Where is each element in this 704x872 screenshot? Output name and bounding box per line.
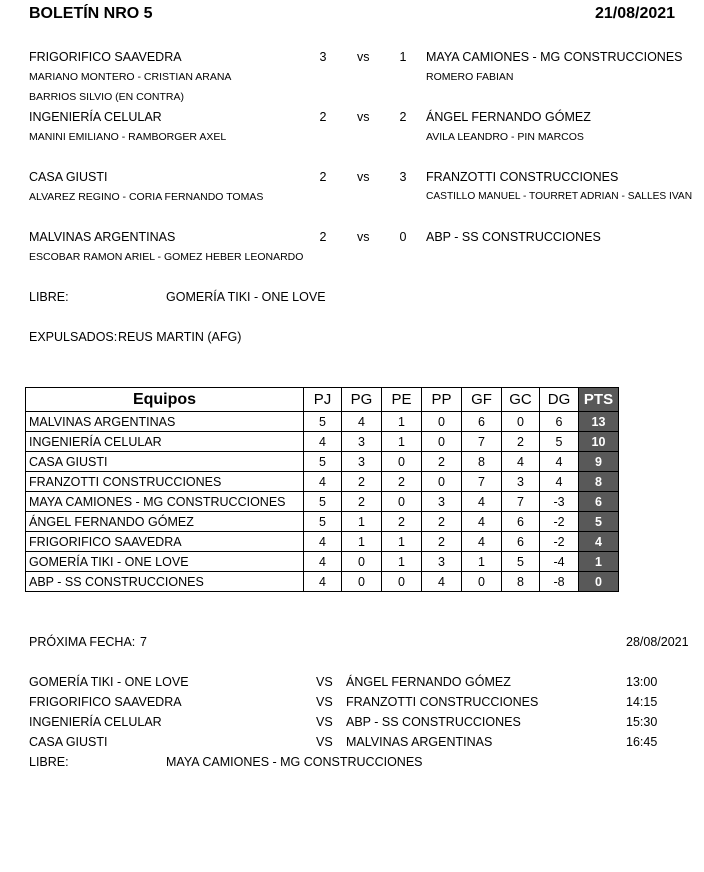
fixture-vs: VS [316,695,333,709]
next-libre-team: MAYA CAMIONES - MG CONSTRUCCIONES [166,755,423,769]
table-row [26,532,619,552]
pts: 10 [579,432,619,452]
away-score: 1 [399,50,407,64]
gf: 1 [462,552,502,572]
gc: 3 [502,472,540,492]
next-round-date: 28/08/2021 [626,635,689,649]
home-scorers: BARRIOS SILVIO (EN CONTRA) [29,91,184,103]
fixture-home: GOMERÍA TIKI - ONE LOVE [29,675,189,689]
away-score: 2 [399,110,407,124]
header-pj: PJ [304,388,342,412]
pe: 1 [382,552,422,572]
gc: 7 [502,492,540,512]
pe: 2 [382,472,422,492]
home-team: INGENIERÍA CELULAR [29,110,162,124]
standings-table [25,387,619,592]
fixture-home: FRIGORIFICO SAAVEDRA [29,695,182,709]
gf: 4 [462,492,502,512]
gc: 6 [502,512,540,532]
away-score: 0 [399,230,407,244]
header-pp: PP [422,388,462,412]
home-scorers: MARIANO MONTERO - CRISTIAN ARANA [29,71,232,83]
home-team: FRIGORIFICO SAAVEDRA [29,50,182,64]
gf: 7 [462,432,502,452]
home-team: MALVINAS ARGENTINAS [29,230,176,244]
team-name: ÁNGEL FERNANDO GÓMEZ [26,512,304,532]
next-round-label: PRÓXIMA FECHA: [29,635,136,649]
pg: 3 [342,452,382,472]
header-pts: PTS [579,388,619,412]
team-name: ABP - SS CONSTRUCCIONES [26,572,304,592]
home-team: CASA GIUSTI [29,170,108,184]
pp: 2 [422,532,462,552]
team-name: INGENIERÍA CELULAR [26,432,304,452]
gf: 4 [462,532,502,552]
fixture-away: ABP - SS CONSTRUCCIONES [346,715,521,729]
header-gc: GC [502,388,540,412]
pp: 3 [422,492,462,512]
fixture-vs: VS [316,675,333,689]
fixture-vs: VS [316,735,333,749]
expulsados-value: REUS MARTIN (AFG) [118,330,242,344]
pts: 0 [579,572,619,592]
pp: 0 [422,412,462,432]
pj: 4 [304,572,342,592]
pts: 9 [579,452,619,472]
bulletin-date: 21/08/2021 [595,5,676,22]
away-team: ABP - SS CONSTRUCCIONES [426,230,601,244]
home-score: 2 [319,170,327,184]
pj: 4 [304,472,342,492]
fixture-vs: VS [316,715,333,729]
dg: 4 [540,452,579,472]
pj: 5 [304,452,342,472]
libre-team: GOMERÍA TIKI - ONE LOVE [166,290,326,304]
team-name: FRANZOTTI CONSTRUCCIONES [26,472,304,492]
home-scorers: ESCOBAR RAMON ARIEL - GOMEZ HEBER LEONARDO [29,251,304,263]
pg: 1 [342,532,382,552]
pe: 2 [382,512,422,532]
header-pg: PG [342,388,382,412]
team-name: GOMERÍA TIKI - ONE LOVE [26,552,304,572]
next-libre-label: LIBRE: [29,755,69,769]
away-team: FRANZOTTI CONSTRUCCIONES [426,170,619,184]
home-score: 3 [319,50,327,64]
dg: -2 [540,512,579,532]
gc: 5 [502,552,540,572]
gc: 0 [502,412,540,432]
table-row [26,512,619,532]
team-name: CASA GIUSTI [26,452,304,472]
pj: 5 [304,512,342,532]
away-scorers: CASTILLO MANUEL - TOURRET ADRIAN - SALLES IVAN [426,191,693,202]
away-scorers: ROMERO FABIAN [426,71,514,83]
pts: 6 [579,492,619,512]
pg: 2 [342,492,382,512]
fixture-time: 13:00 [626,675,658,689]
header-equipos: Equipos [26,388,304,412]
pg: 1 [342,512,382,532]
expulsados-label: EXPULSADOS: [29,330,118,344]
gc: 6 [502,532,540,552]
team-name: MALVINAS ARGENTINAS [26,412,304,432]
pe: 1 [382,432,422,452]
gc: 8 [502,572,540,592]
vs-label: vs [357,50,370,64]
pts: 5 [579,512,619,532]
pj: 4 [304,552,342,572]
pj: 4 [304,432,342,452]
away-team: ÁNGEL FERNANDO GÓMEZ [426,110,591,124]
gf: 8 [462,452,502,472]
table-row [26,452,619,472]
pj: 5 [304,412,342,432]
away-score: 3 [399,170,407,184]
pp: 2 [422,512,462,532]
pts: 8 [579,472,619,492]
gf: 7 [462,472,502,492]
header-gf: GF [462,388,502,412]
pe: 0 [382,572,422,592]
pg: 2 [342,472,382,492]
home-score: 2 [319,230,327,244]
fixture-away: ÁNGEL FERNANDO GÓMEZ [346,675,511,689]
vs-label: vs [357,230,370,244]
libre-label: LIBRE: [29,290,69,304]
home-score: 2 [319,110,327,124]
dg: -2 [540,532,579,552]
away-team: MAYA CAMIONES - MG CONSTRUCCIONES [426,50,683,64]
pe: 0 [382,492,422,512]
fixture-home: INGENIERÍA CELULAR [29,715,162,729]
pj: 5 [304,492,342,512]
gc: 2 [502,432,540,452]
table-row [26,572,619,592]
pe: 1 [382,532,422,552]
vs-label: vs [357,170,370,184]
vs-label: vs [357,110,370,124]
header-pe: PE [382,388,422,412]
fixture-time: 15:30 [626,715,658,729]
dg: -8 [540,572,579,592]
pts: 4 [579,532,619,552]
gf: 0 [462,572,502,592]
pj: 4 [304,532,342,552]
home-scorers: ALVAREZ REGINO - CORIA FERNANDO TOMAS [29,191,264,203]
bulletin-title: BOLETÍN NRO 5 [29,5,153,22]
gc: 4 [502,452,540,472]
pg: 4 [342,412,382,432]
pts: 1 [579,552,619,572]
fixture-away: MALVINAS ARGENTINAS [346,735,493,749]
table-row [26,432,619,452]
table-row [26,492,619,512]
header-dg: DG [540,388,579,412]
pp: 0 [422,472,462,492]
table-row [26,552,619,572]
pts: 13 [579,412,619,432]
pp: 3 [422,552,462,572]
fixture-time: 14:15 [626,695,658,709]
pp: 4 [422,572,462,592]
standings-header-row [26,388,619,412]
table-row [26,412,619,432]
gf: 6 [462,412,502,432]
home-scorers: MANINI EMILIANO - RAMBORGER AXEL [29,131,227,143]
pp: 2 [422,452,462,472]
pg: 3 [342,432,382,452]
dg: -3 [540,492,579,512]
pp: 0 [422,432,462,452]
pg: 0 [342,572,382,592]
fixture-time: 16:45 [626,735,658,749]
dg: -4 [540,552,579,572]
gf: 4 [462,512,502,532]
pe: 1 [382,412,422,432]
dg: 6 [540,412,579,432]
pg: 0 [342,552,382,572]
next-round-number: 7 [140,635,147,649]
team-name: MAYA CAMIONES - MG CONSTRUCCIONES [26,492,304,512]
table-row [26,472,619,492]
fixture-away: FRANZOTTI CONSTRUCCIONES [346,695,539,709]
team-name: FRIGORIFICO SAAVEDRA [26,532,304,552]
dg: 4 [540,472,579,492]
away-scorers: AVILA LEANDRO - PIN MARCOS [426,131,584,143]
dg: 5 [540,432,579,452]
pe: 0 [382,452,422,472]
fixture-home: CASA GIUSTI [29,735,108,749]
